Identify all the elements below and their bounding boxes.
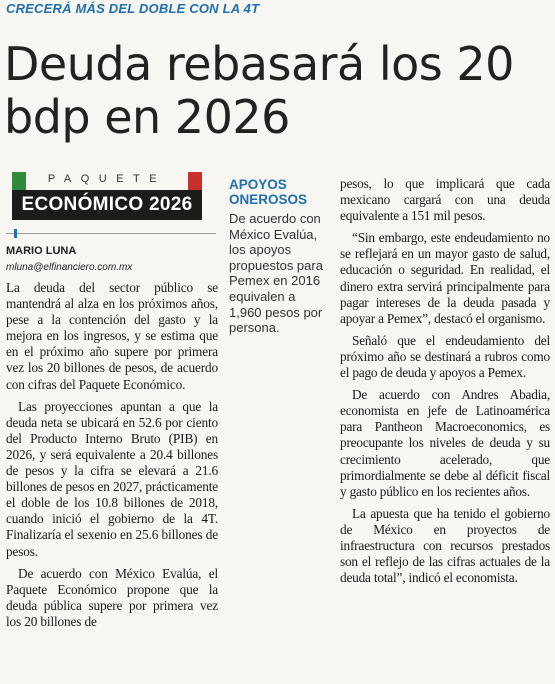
paragraph: Las proyecciones apuntan a que la deuda neta se ubicará en 52.6 por ciento del Producto Interno Bruto (PIB) en 2026, y será equivalente a 20.4 billones de pesos y la cifra se elevará a 21.6 billones de pesos en 2027, prácticamente el doble de los 10.8 billones de 2018, cuando inició el gobierno de la 4T. Finalizaría el sexenio en 25.6 billones de pesos. [6, 398, 218, 559]
paquete-economico-logo [12, 172, 202, 224]
paragraph: De acuerdo con Andres Abadia, economista en jefe de Latinoamérica para Pantheon Macroeconomics, es preocupante los niveles de deuda y su crecimiento acelerado, que primordialmente se debe al déficit fiscal y gasto público en los recientes años. [340, 387, 550, 499]
paragraph: pesos, lo que implicará que cada mexicano cargará con una deuda equivalente a 151 mil pesos. [340, 176, 550, 224]
sidebar-body: De acuerdo con México Evalúa, los apoyos propuestos para Pemex en 2016 equivalen a 1,960 pesos por persona. [229, 211, 323, 336]
sidebar-title: APOYOS ONEROSOS [229, 177, 308, 207]
author-email: mluna@elfinanciero.com.mx [6, 262, 133, 273]
paragraph: La deuda del sector público se mantendrá al alza en los próximos años, pese a la contención del gasto y la mejora en los ingresos, y se estima que en el próximo año supere por primera vez los 20 billones de pesos, de acuerdo con cifras del Paquete Económico. [6, 280, 218, 392]
article-column-3 [340, 176, 550, 586]
headline: Deuda rebasará los 20 bdp en 2026 [4, 37, 514, 144]
kicker: CRECERÁ MÁS DEL DOBLE CON LA 4T [6, 1, 260, 16]
flag-red-block [188, 172, 202, 190]
flag-green-block [12, 172, 26, 190]
article-column-1 [6, 280, 218, 630]
logo-main-text: ECONÓMICO 2026 [12, 190, 202, 220]
paragraph: La apuesta que ha tenido el gobierno de México en proyectos de infraestructura con recursos prestados son el reflejo de las cifras actuales de la deuda total”, indicó el economista. [340, 505, 550, 586]
byline-rule [6, 233, 216, 234]
paragraph: De acuerdo con México Evalúa, el Paquete Económico propone que la deuda pública supere por primera vez los 20 billones de [6, 565, 218, 629]
byline-rule-marker [14, 229, 17, 238]
author-name: MARIO LUNA [6, 245, 77, 257]
paragraph: “Sin embargo, este endeudamiento no se reflejará en un mayor gasto de salud, educación o seguridad. En realidad, el dinero extra servirá principalmente para pagar intereses de la deuda pasada y apoyar a Pemex”, destacó el organismo. [340, 230, 550, 326]
paragraph: Señaló que el endeudamiento del próximo año se destinará a rubros como el pago de deuda y apoyos a Pemex. [340, 332, 550, 381]
logo-top-text: PAQUETE [47, 173, 167, 185]
